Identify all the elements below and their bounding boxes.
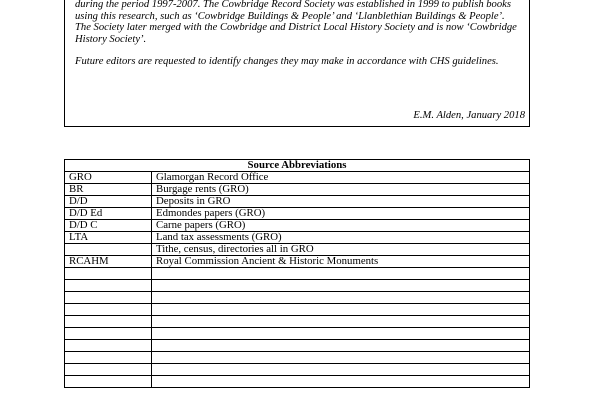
meaning-cell: Tithe, census, directories all in GRO [152, 244, 530, 256]
abbreviation-cell [65, 340, 152, 352]
table-row [65, 352, 530, 364]
meaning-cell [152, 280, 530, 292]
meaning-cell [152, 376, 530, 388]
table-row [65, 196, 530, 208]
abbreviation-cell: LTA [65, 232, 152, 244]
table-title: Source Abbreviations [65, 160, 530, 172]
table-row [65, 316, 530, 328]
abbreviation-cell: RCAHM [65, 256, 152, 268]
table-row [65, 376, 530, 388]
table-row [65, 364, 530, 376]
table-row [65, 244, 530, 256]
abbreviation-cell [65, 268, 152, 280]
abbreviation-cell: D/D Ed [65, 208, 152, 220]
table-row [65, 232, 530, 244]
abbreviation-cell: D/D C [65, 220, 152, 232]
table-row [65, 328, 530, 340]
table-body [65, 172, 530, 388]
meaning-cell: Edmondes papers (GRO) [152, 208, 530, 220]
abbreviation-cell [65, 304, 152, 316]
table-row [65, 220, 530, 232]
abbreviation-cell: BR [65, 184, 152, 196]
table-row [65, 292, 530, 304]
abbreviation-cell [65, 292, 152, 304]
table-row [65, 184, 530, 196]
meaning-cell [152, 352, 530, 364]
meaning-cell [152, 340, 530, 352]
meaning-cell: Royal Commission Ancient & Historic Monuments [152, 256, 530, 268]
abbreviation-cell [65, 328, 152, 340]
meaning-cell: Burgage rents (GRO) [152, 184, 530, 196]
notice-signature: E.M. Alden, January 2018 [413, 110, 525, 121]
meaning-cell [152, 316, 530, 328]
abbreviation-cell: D/D [65, 196, 152, 208]
meaning-cell [152, 268, 530, 280]
abbreviation-cell [65, 352, 152, 364]
meaning-cell [152, 364, 530, 376]
notice-box [64, 0, 530, 127]
abbreviation-cell [65, 280, 152, 292]
notice-paragraph-history: during the period 1997-2007. The Cowbridge Record Society was established in 1999 to publish books using this research, such as ‘Cowbridge Buildings & People’ and ‘Llanblethian Buildings & People’. The Society later merged with the Cowbridge and District Local History Society and is now ‘Cowbridge History Society’. [75, 0, 517, 45]
abbreviation-cell [65, 316, 152, 328]
abbreviation-cell: GRO [65, 172, 152, 184]
meaning-cell: Carne papers (GRO) [152, 220, 530, 232]
table-row [65, 280, 530, 292]
abbreviation-cell [65, 244, 152, 256]
meaning-cell [152, 328, 530, 340]
source-abbreviations-table [64, 159, 530, 388]
table-row [65, 304, 530, 316]
table-header-row [65, 160, 530, 172]
notice-paragraph-editors: Future editors are requested to identify changes they may make in accordance with CHS guidelines. [75, 56, 499, 68]
table-row [65, 340, 530, 352]
meaning-cell: Deposits in GRO [152, 196, 530, 208]
abbreviation-cell [65, 376, 152, 388]
meaning-cell: Glamorgan Record Office [152, 172, 530, 184]
table-row [65, 172, 530, 184]
meaning-cell [152, 292, 530, 304]
abbreviation-cell [65, 364, 152, 376]
meaning-cell: Land tax assessments (GRO) [152, 232, 530, 244]
table-row [65, 256, 530, 268]
meaning-cell [152, 304, 530, 316]
table-row [65, 208, 530, 220]
table-row [65, 268, 530, 280]
